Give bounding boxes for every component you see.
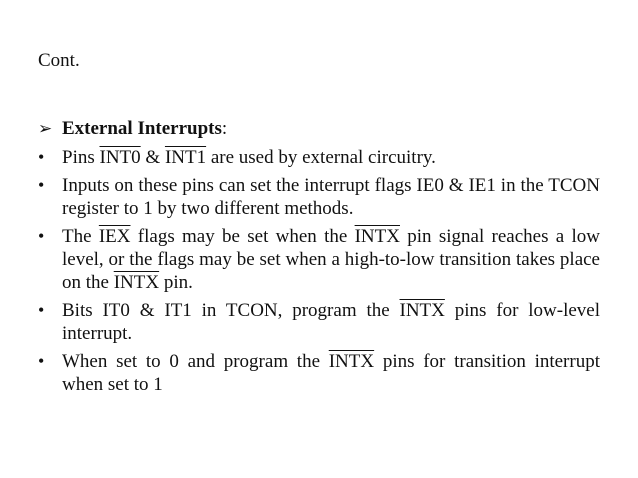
text-run: & (140, 147, 165, 168)
bullet-item (38, 174, 600, 220)
bullet-item (38, 225, 600, 294)
overlined-signal: INTX (399, 300, 445, 321)
text-run: are used by external circuitry. (206, 147, 436, 168)
text-run: pin. (159, 272, 193, 293)
text-run: pin signal reaches a low level, or the flags may be set when a high-to-low transition takes place on the (62, 226, 600, 293)
overlined-signal: INTX (354, 226, 400, 247)
bullet-icon: • (38, 300, 45, 320)
overlined-signal: INTX (328, 351, 375, 372)
section-heading (38, 117, 600, 140)
text-run: pins for transition interrupt when set to 1 (62, 351, 600, 395)
text-run: pins for low-level interrupt. (62, 300, 600, 344)
overlined-signal: INT1 (164, 147, 207, 168)
bullet-item (38, 299, 600, 345)
bullet-text (62, 350, 600, 396)
arrow-bullet-icon: ➢ (38, 119, 53, 138)
slide-heading: Cont. (38, 50, 80, 71)
bullet-icon: • (38, 175, 45, 195)
text-run: flags may be set when the (130, 226, 355, 247)
overlined-signal: INT0 (99, 147, 141, 168)
text-run: Bits IT0 & IT1 in TCON, program the (62, 300, 400, 321)
bullet-icon: • (38, 351, 45, 371)
bullet-text (62, 146, 600, 169)
bullet-icon: • (38, 226, 45, 246)
text-run: The (62, 226, 99, 247)
bullet-icon: • (38, 147, 45, 167)
section-title: External Interrupts (62, 118, 222, 139)
overlined-signal: INTX (113, 272, 160, 293)
section-title-suffix: : (221, 118, 228, 139)
text-run: Pins (62, 147, 100, 168)
bullet-item (38, 146, 600, 169)
bullet-text: Inputs on these pins can set the interrupt flags IE0 & IE1 in the TCON register to 1 by two different methods. (62, 175, 600, 219)
bullet-item (38, 350, 600, 396)
bullet-text (62, 225, 600, 294)
bullet-text (62, 299, 600, 345)
text-run: When set to 0 and program the (62, 351, 329, 372)
overlined-signal: $\overline{IEX}$ (98, 226, 131, 247)
slide-content (38, 117, 600, 401)
